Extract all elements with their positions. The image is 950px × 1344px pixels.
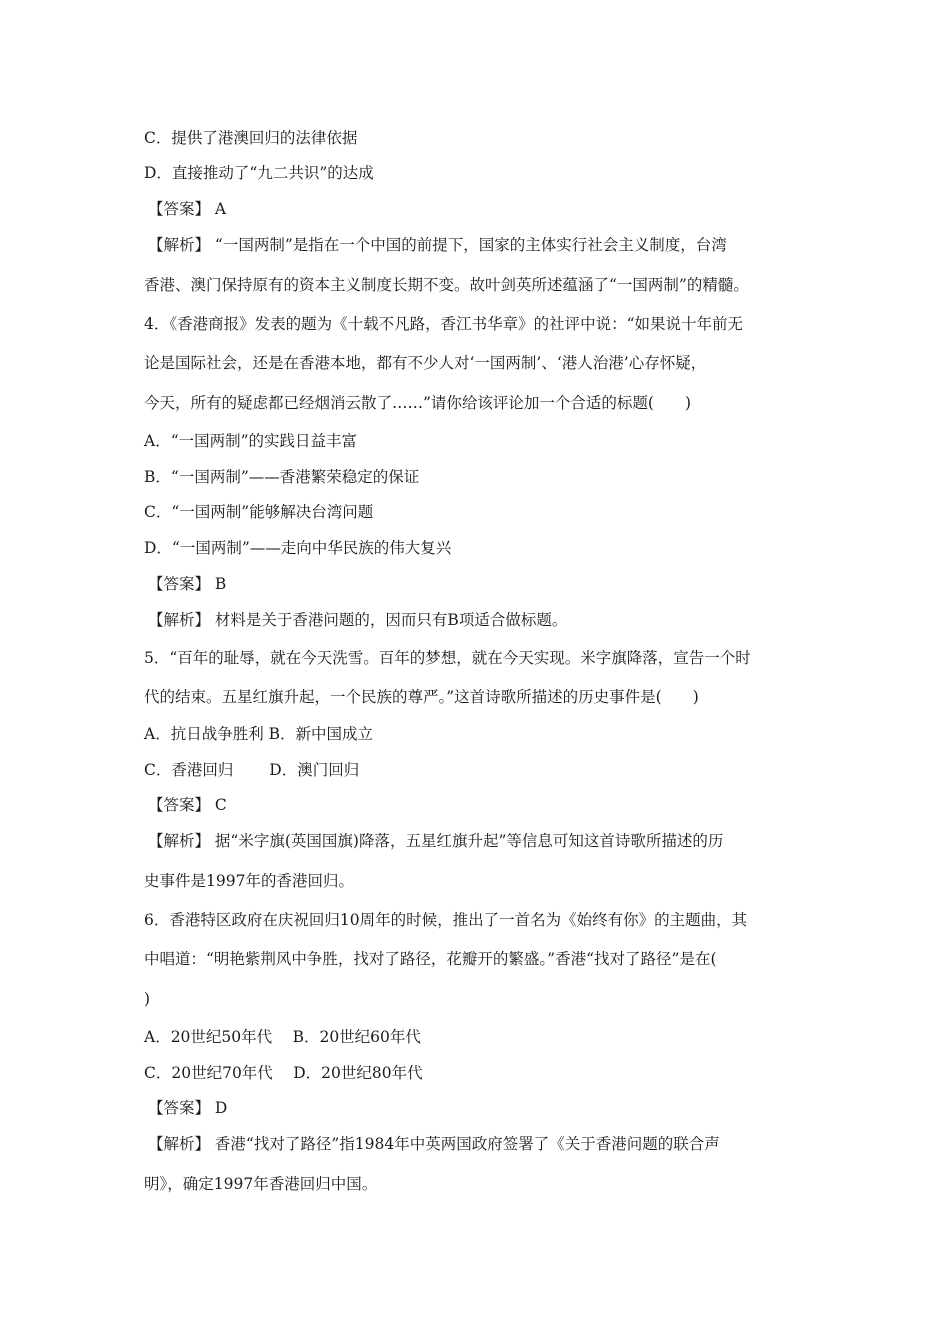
option-c-line: C．“一国两制”能够解决台湾问题 bbox=[144, 503, 374, 521]
answer-line: 【答案】 A bbox=[148, 200, 227, 218]
answer-line: 【答案】 B bbox=[148, 575, 227, 593]
options-cd-line: C．香港回归 D．澳门回归 bbox=[144, 761, 360, 779]
option-d-line: D．直接推动了“九二共识”的达成 bbox=[144, 164, 374, 182]
option-d-line: D．“一国两制”——走向中华民族的伟大复兴 bbox=[144, 539, 452, 557]
analysis-line: 【解析】 材料是关于香港问题的，因而只有B项适合做标题。 bbox=[148, 611, 568, 629]
option-c-line: C．提供了港澳回归的法律依据 bbox=[144, 129, 358, 147]
analysis-continuation: 明》，确定1997年香港回归中国。 bbox=[144, 1175, 378, 1193]
question-6-line: ) bbox=[144, 990, 151, 1008]
options-ab-line: A．20世纪50年代 B．20世纪60年代 bbox=[144, 1028, 421, 1046]
analysis-continuation: 香港、澳门保持原有的资本主义制度长期不变。故叶剑英所述蕴涵了“一国两制”的精髓。 bbox=[144, 276, 749, 294]
question-4-line: 4．《香港商报》发表的题为《十载不凡路，香江书华章》的社评中说：“如果说十年前无 bbox=[144, 315, 744, 333]
options-cd-line: C．20世纪70年代 D．20世纪80年代 bbox=[144, 1064, 423, 1082]
option-b-line: B．“一国两制”——香港繁荣稳定的保证 bbox=[144, 468, 420, 486]
analysis-line: 【解析】 “一国两制”是指在一个中国的前提下，国家的主体实行社会主义制度，台湾 bbox=[148, 236, 727, 254]
question-6-line: 6．香港特区政府在庆祝回归10周年的时候，推出了一首名为《始终有你》的主题曲，其 bbox=[144, 911, 748, 929]
analysis-continuation: 史事件是1997年的香港回归。 bbox=[144, 872, 354, 890]
question-6-line: 中唱道：“明艳紫荆风中争胜，找对了路径，花瓣开的繁盛。”香港“找对了路径”是在( bbox=[144, 950, 717, 968]
question-4-line: 今天，所有的疑虑都已经烟消云散了……”请你给该评论加一个合适的标题( ) bbox=[144, 394, 692, 412]
answer-line: 【答案】 D bbox=[148, 1099, 228, 1117]
question-4-line: 论是国际社会，还是在香港本地，都有不少人对‘一国两制’、‘港人治港’心存怀疑， bbox=[144, 354, 707, 372]
option-a-line: A．“一国两制”的实践日益丰富 bbox=[144, 432, 358, 450]
question-5-line: 5．“百年的耻辱，就在今天洗雪。百年的梦想，就在今天实现。米字旗降落，宣告一个时 bbox=[144, 649, 751, 667]
analysis-line: 【解析】 据“米字旗(英国国旗)降落，五星红旗升起”等信息可知这首诗歌所描述的历 bbox=[148, 832, 724, 850]
analysis-line: 【解析】 香港“找对了路径”指1984年中英两国政府签署了《关于香港问题的联合声 bbox=[148, 1135, 720, 1153]
question-5-line: 代的结束。五星红旗升起，一个民族的尊严。”这首诗歌所描述的历史事件是( ) bbox=[144, 688, 699, 706]
answer-line: 【答案】 C bbox=[148, 796, 227, 814]
options-ab-line: A．抗日战争胜利 B．新中国成立 bbox=[144, 725, 374, 743]
